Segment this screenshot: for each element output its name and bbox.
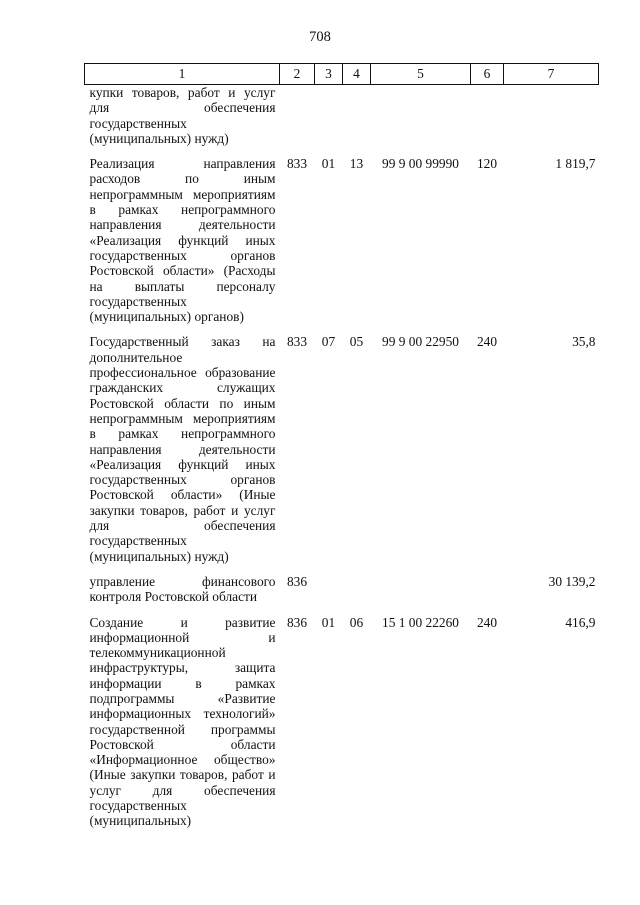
row-target-code: 15 1 00 22260 [382, 614, 459, 630]
column-header-5: 5 [371, 64, 471, 85]
row-amount: 35,8 [572, 334, 596, 350]
table-header-row [85, 64, 599, 85]
table-row [85, 156, 599, 324]
row-expense-type-code: 240 [476, 614, 498, 630]
table-row [85, 85, 599, 147]
column-header-2: 2 [280, 64, 315, 85]
column-header-3: 3 [315, 64, 343, 85]
row-subsection-code [343, 574, 371, 605]
row-expense-type-code [471, 574, 504, 605]
column-header-1: 1 [85, 64, 280, 85]
row-expense-type-code [471, 85, 504, 147]
row-ministry-code: 836 [286, 573, 308, 589]
row-section-code: 07 [321, 334, 336, 350]
table-row [85, 334, 599, 563]
row-description: управление финансового контроля Ростовской области [89, 573, 276, 605]
row-section-code: 01 [321, 614, 336, 630]
row-target-code [371, 85, 471, 147]
row-section-code [315, 574, 343, 605]
row-ministry-code: 833 [286, 156, 308, 172]
row-section-code [315, 85, 343, 147]
row-subsection-code: 06 [349, 614, 364, 630]
column-header-6: 6 [471, 64, 504, 85]
table-row [85, 615, 599, 829]
row-amount: 416,9 [565, 614, 596, 630]
row-amount [504, 85, 599, 147]
table-row [85, 574, 599, 605]
row-subsection-code: 13 [349, 156, 364, 172]
page-number: 708 [309, 29, 331, 45]
row-target-code: 99 9 00 99990 [382, 156, 459, 172]
row-expense-type-code: 120 [476, 156, 498, 172]
row-description: Государственный заказ на дополнительное профессиональное образование гражданских служащих Ростовской области по иным непрограммным мероприятиям в рамках непрограммного направления деятельности «Реализация функций иных государственных органов Ростовской области» (Иные закупки товаров, работ и услуг для обеспечения государственных (муниципальных) нужд) [89, 334, 276, 564]
row-ministry-code [280, 85, 315, 147]
row-description: Создание и развитие информационной и телекоммуникационной инфраструктуры, защита информации в рамках подпрограммы «Развитие информационных технологий» государственной программы Ростовской области «Информационное общество» (Иные закупки товаров, работ и услуг для обеспечения государственных (муниципальных) [89, 614, 276, 829]
column-header-4: 4 [343, 64, 371, 85]
row-amount: 30 139,2 [548, 573, 596, 589]
row-expense-type-code: 240 [476, 334, 498, 350]
budget-table [84, 63, 599, 829]
row-description: Реализация направления расходов по иным непрограммным мероприятиям в рамках непрограммного направления деятельности «Реализация функций иных государственных органов Ростовской области» (Расходы на выплаты персоналу государственных (муниципальных) органов) [89, 156, 276, 325]
row-section-code: 01 [321, 156, 336, 172]
row-amount: 1 819,7 [555, 156, 596, 172]
row-target-code: 99 9 00 22950 [382, 334, 459, 350]
row-description: купки товаров, работ и услуг для обеспечения государственных (муниципальных) нужд) [89, 85, 276, 146]
row-ministry-code: 833 [286, 334, 308, 350]
row-target-code [371, 574, 471, 605]
column-header-7: 7 [504, 64, 599, 85]
row-subsection-code [343, 85, 371, 147]
row-subsection-code: 05 [349, 334, 364, 350]
row-ministry-code: 836 [286, 614, 308, 630]
